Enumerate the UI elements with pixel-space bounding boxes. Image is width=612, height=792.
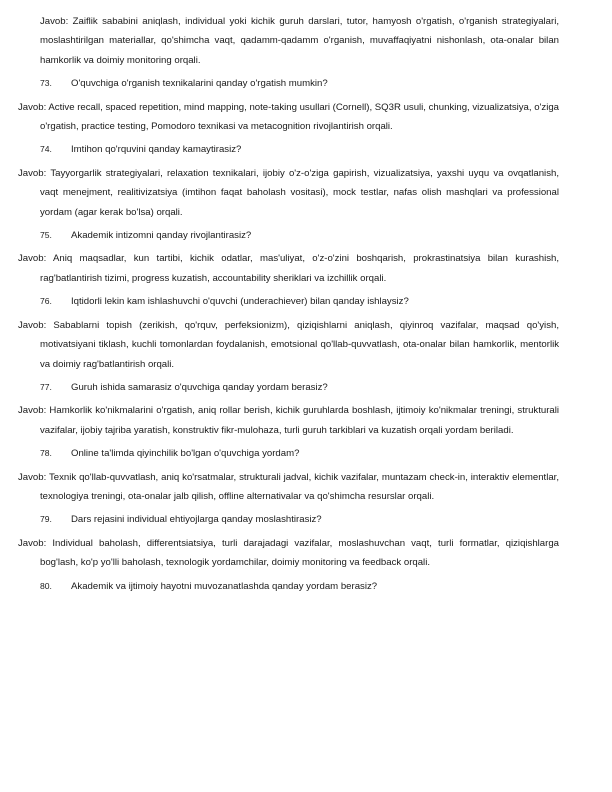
answer-74: Javob: Tayyorgarlik strategiyalari, relaxation texnikalari, ijobiy o'z-o'ziga gapirish, vizualizatsiya, yaxshi uyqu va ovqatlanish, vaqt menejment, realitivizatsiya (imtihon faqat baholash vositasi), mock testlar, nafas olish mashqlari va professional yordam (agar kerak bo'lsa) orqali.: [18, 167, 559, 218]
qa-item-80: [18, 577, 559, 596]
qa-item-78: [18, 444, 559, 506]
question-text: Iqtidorli lekin kam ishlashuvchi o'quvchi (underachiever) bilan qanday ishlaysiz?: [71, 296, 409, 308]
question-76: [18, 292, 559, 311]
question-74: [18, 140, 559, 159]
question-text: Imtihon qo'rquvini qanday kamaytirasiz?: [71, 144, 242, 156]
question-text: Online ta'limda qiyinchilik bo'lgan o'quvchiga yordam?: [71, 448, 300, 460]
question-73: [18, 74, 559, 93]
question-text: Akademik va ijtimoiy hayotni muvozanatlashda qanday yordam berasiz?: [71, 580, 378, 592]
question-text: Guruh ishida samarasiz o'quvchiga qanday yordam berasiz?: [71, 381, 328, 393]
answer-77: Javob: Hamkorlik ko'nikmalarini o'rgatish, aniq rollar berish, kichik guruhlarda boshlash, ijtimoiy ko'nikmalar treningi, strukturali vazifalar, ijobiy tajriba yaratish, konstruktiv fikr-mulohaza, turli guruh tarkiblari va kuzatish orqali yordam beriladi.: [18, 405, 559, 436]
question-79: [18, 510, 559, 529]
question-number: 79.: [40, 514, 52, 525]
question-number: 76.: [40, 296, 52, 307]
qa-content: [18, 12, 559, 600]
question-75: [18, 226, 559, 245]
answer-76: Javob: Sabablarni topish (zerikish, qo'rquv, perfeksionizm), qiziqishlarni aniqlash, qiyinroq vazifalar, maqsad qo'yish, motivatsiyani tiklash, kuchli tomonlardan foydalanish, emotsional qo'llab-quvvatlash, ota-onalar bilan hamkorlik, mentorlik va doimiy rag'batlantirish orqali.: [18, 319, 559, 370]
answer-72: Javob: Zaiflik sababini aniqlash, individual yoki kichik guruh darslari, tutor, hamyosh o'rgatish, o'rganish strategiyalari, moslashtirilgan materiallar, qo'shimcha vaqt, qadamm-qadamm o'rganish, muvaffaqiyatni nishonlash, ota-onalar bilan hamkorlik va doimiy monitoring orqali.: [40, 16, 559, 66]
question-number: 80.: [40, 580, 52, 591]
question-text: O'quvchiga o'rganish texnikalarini qanday o'rgatish mumkin?: [71, 78, 328, 90]
question-77: [18, 378, 559, 397]
qa-item-75: [18, 226, 559, 288]
question-number: 78.: [40, 448, 52, 459]
qa-item-79: [18, 510, 559, 572]
question-78: [18, 444, 559, 463]
answer-78: Javob: Texnik qo'llab-quvvatlash, aniq ko'rsatmalar, strukturali jadval, kichik vazifalar, muntazam check-in, interaktiv elementlar, texnologiya treningi, ota-onalar jalb qilish, offline alternativalar va qo'shimcha resurslar orqali.: [18, 471, 559, 502]
qa-item-77: [18, 378, 559, 440]
question-80: [18, 577, 559, 596]
qa-item-76: [18, 292, 559, 374]
answer-79: Javob: Individual baholash, differentsiatsiya, turli darajadagi vazifalar, moslashuvchan vaqt, turli formatlar, qiziqishlarga bog'lash, ko'p yo'lli baholash, texnologik yordamchilar, doimiy monitoring va feedback orqali.: [18, 537, 559, 569]
qa-item-73: [18, 74, 559, 136]
question-number: 74.: [40, 144, 52, 155]
answer-75: Javob: Aniq maqsadlar, kun tartibi, kichik odatlar, mas'uliyat, o'z-o'zini boshqarish, prokrastinatsiya bilan kurashish, rag'batlantirish tizimi, progress kuzatish, accountability sheriklari va izchillik orqali.: [18, 253, 559, 284]
question-number: 75.: [40, 230, 52, 241]
answer-73: Javob: Active recall, spaced repetition, mind mapping, note-taking usullari (Cornell), SQ3R usuli, chunking, vizualizatsiya, o'ziga o'rgatish, practice testing, Pomodoro texnikasi va metacognition rivojlantirish orqali.: [18, 101, 559, 133]
qa-item-74: [18, 140, 559, 222]
question-number: 73.: [40, 78, 52, 89]
question-text: Dars rejasini individual ehtiyojlarga qanday moslashtirasiz?: [71, 514, 322, 526]
question-text: Akademik intizomni qanday rivojlantirasiz?: [71, 230, 252, 242]
question-number: 77.: [40, 381, 52, 392]
